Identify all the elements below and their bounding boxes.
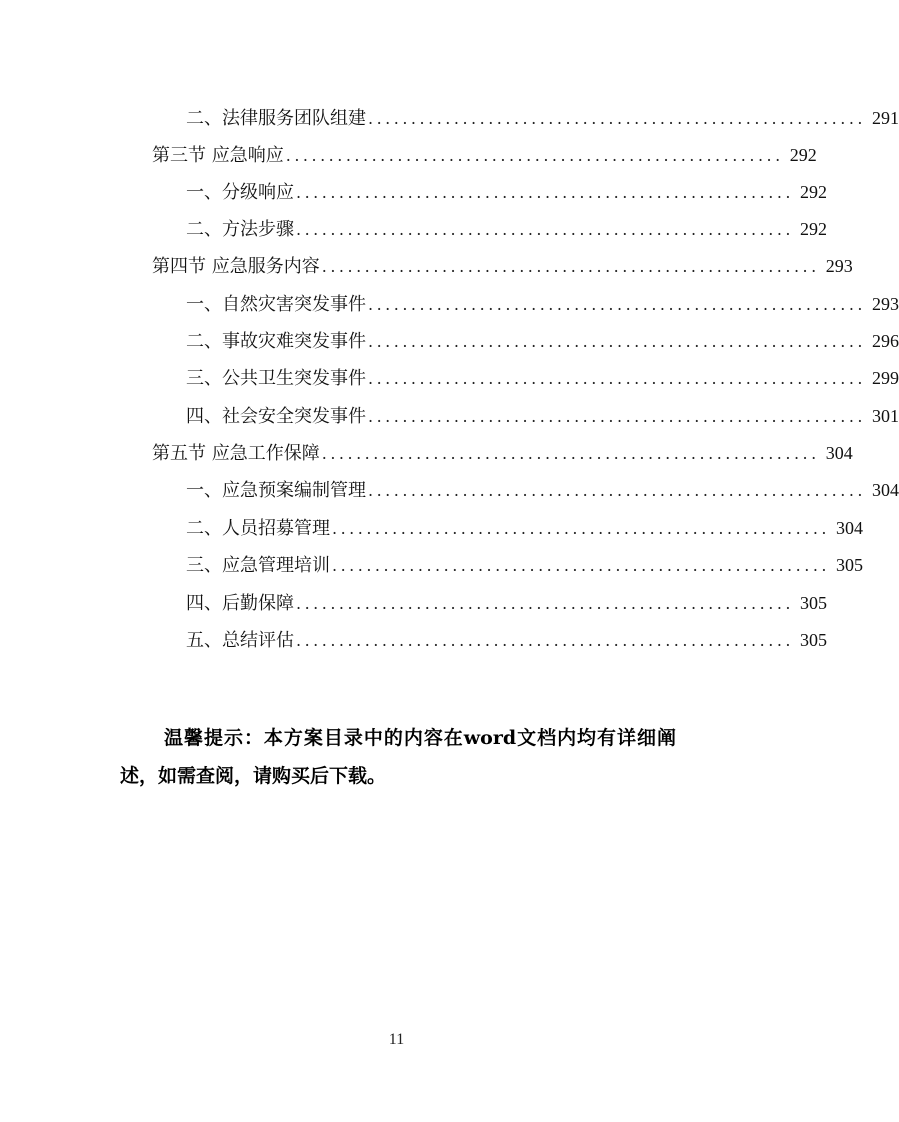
toc-entry-title: 三、公共卫生突发事件 — [186, 368, 366, 389]
toc-dot-leader: .......................................................... — [296, 220, 794, 239]
toc-entry-page: 304 — [871, 480, 899, 500]
toc-entry — [152, 248, 853, 285]
toc-entry-page: 292 — [799, 219, 827, 239]
toc-dot-leader: .......................................................... — [368, 481, 866, 500]
toc-entry-page: 293 — [825, 256, 853, 276]
toc-entry-title: 二、法律服务团队组建 — [186, 108, 366, 129]
toc-entry-page: 296 — [871, 331, 899, 351]
toc-entry-page: 304 — [825, 443, 853, 463]
toc-entry-title: 四、社会安全突发事件 — [186, 406, 366, 427]
toc-dot-leader: .......................................................... — [368, 109, 866, 128]
toc-entry-page: 299 — [871, 368, 899, 388]
toc-entry-title: 三、应急管理培训 — [186, 555, 330, 576]
toc-entry — [186, 585, 827, 622]
toc-dot-leader: .......................................................... — [285, 146, 784, 165]
page-number: 11 — [388, 1031, 405, 1048]
toc-entry-page: 305 — [835, 555, 863, 575]
toc-entry — [186, 622, 827, 659]
toc-entry-page: 292 — [789, 145, 817, 165]
toc-entry — [186, 286, 899, 323]
toc-dot-leader: .......................................................... — [332, 556, 830, 575]
toc-dot-leader: .......................................................... — [368, 295, 866, 314]
toc-entry — [152, 137, 817, 174]
toc-dot-leader: .......................................................... — [296, 183, 794, 202]
toc-entry-title: 五、总结评估 — [186, 630, 294, 651]
toc-entry-title: 二、事故灾难突发事件 — [186, 331, 366, 352]
download-notice: 温馨提示：本方案目录中的内容在word文档内均有详细阐述，如需查阅，请购买后下载。 — [120, 727, 676, 787]
toc-entry-page: 305 — [799, 593, 827, 613]
toc-entry — [186, 472, 899, 509]
toc-entry-page: 301 — [871, 406, 899, 426]
toc-entry-title: 二、方法步骤 — [186, 219, 294, 240]
toc-entry — [186, 547, 863, 584]
toc-entry-title: 一、分级响应 — [186, 182, 294, 203]
toc-dot-leader: .......................................................... — [368, 369, 866, 388]
toc-entry-title: 第三节 应急响应 — [152, 145, 284, 166]
toc-entry — [186, 398, 899, 435]
toc-entry — [186, 211, 827, 248]
toc-entry-title: 第五节 应急工作保障 — [152, 443, 320, 464]
toc-entry — [186, 360, 899, 397]
toc-entry — [186, 100, 899, 137]
toc-entry-title: 第四节 应急服务内容 — [152, 256, 320, 277]
toc-entry — [152, 435, 853, 472]
toc-dot-leader: .......................................................... — [321, 444, 820, 463]
toc-dot-leader: .......................................................... — [321, 257, 820, 276]
toc-entry-page: 304 — [835, 518, 863, 538]
toc-entry-title: 四、后勤保障 — [186, 593, 294, 614]
toc-entry — [186, 323, 899, 360]
toc-dot-leader: .......................................................... — [296, 594, 794, 613]
toc-entry-page: 293 — [871, 294, 899, 314]
toc-entry-page: 292 — [799, 182, 827, 202]
toc-dot-leader: .......................................................... — [368, 407, 866, 426]
toc-dot-leader: .......................................................... — [332, 519, 830, 538]
toc-dot-leader: .......................................................... — [368, 332, 866, 351]
toc-entry — [186, 510, 863, 547]
toc-entry-title: 二、人员招募管理 — [186, 518, 330, 539]
toc-entry-title: 一、自然灾害突发事件 — [186, 294, 366, 315]
toc-entry-page: 291 — [871, 108, 899, 128]
toc-dot-leader: .......................................................... — [296, 631, 794, 650]
toc-entry — [186, 174, 827, 211]
toc-entry-page: 305 — [799, 630, 827, 650]
toc-entry-title: 一、应急预案编制管理 — [186, 480, 366, 501]
